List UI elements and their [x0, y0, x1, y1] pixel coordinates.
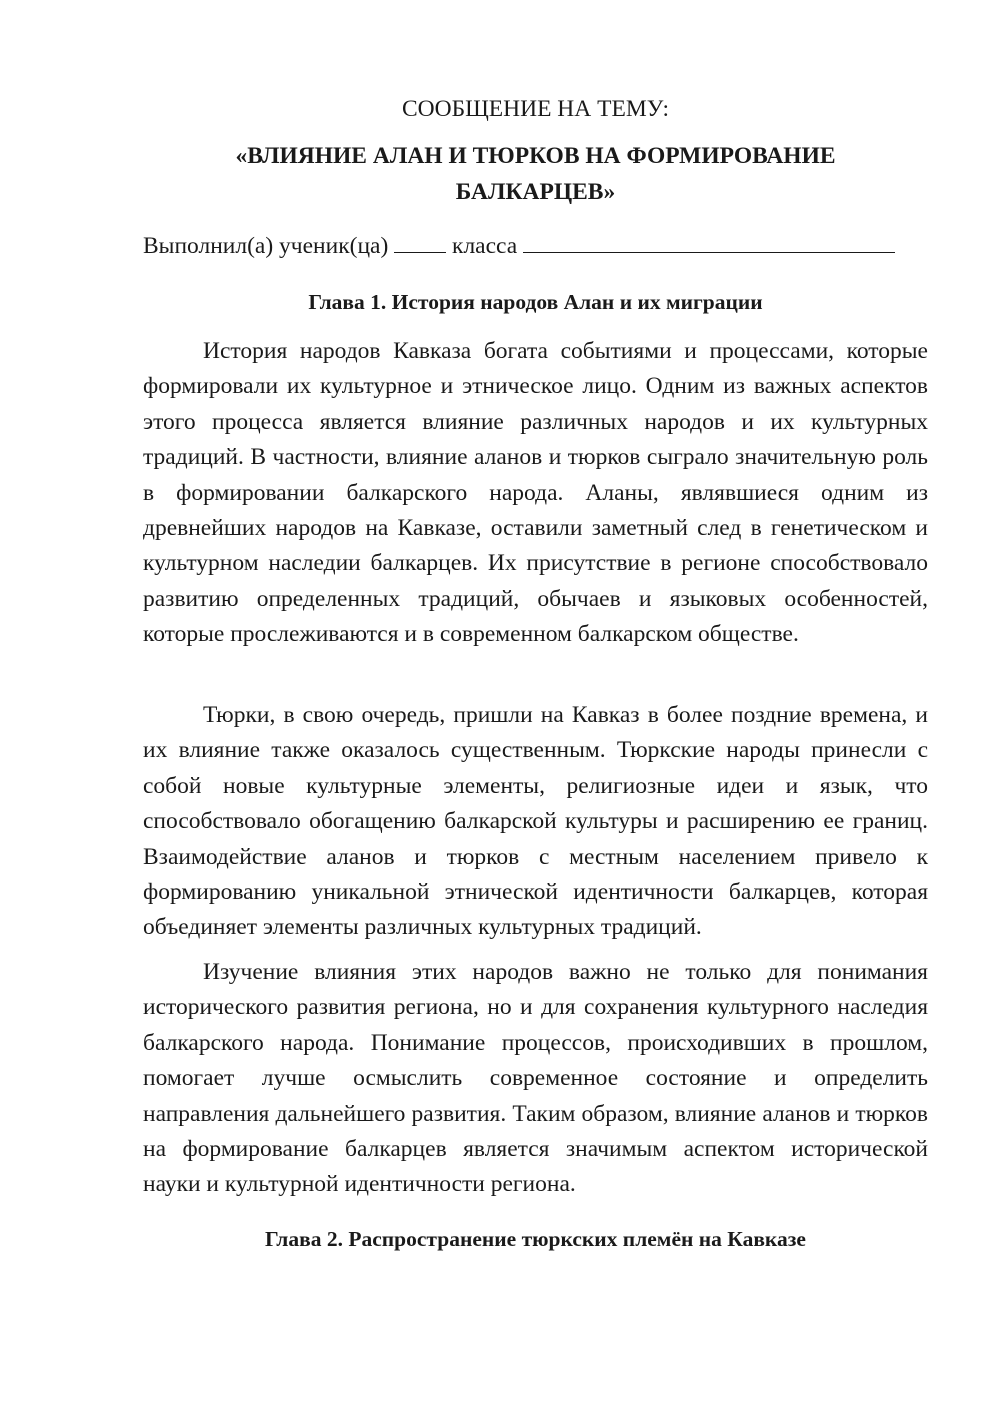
document-type-heading: СООБЩЕНИЕ НА ТЕМУ:	[401, 96, 670, 122]
chapter-1-paragraph-1: История народов Кавказа богата событиями и процессами, которые формировали их культурное и этническое лицо. Одним из важных аспектов этого процесса является влияние различных народов и их культурных традиций. В частности, влияние аланов и тюрков сыграло значительную роль в формировании балкарского народа. Аланы, являвшиеся одним из древнейших народов на Кавказе, оставили заметный след в генетическом и культурном наследии балкарцев. Их присутствие в регионе способствовало развитию определенных традиций, обычаев и языковых особенностей, которые прослеживаются и в современном балкарском обществе.	[143, 338, 928, 648]
author-line	[143, 231, 928, 261]
chapter-1-paragraph-2: Тюрки, в свою очередь, пришли на Кавказ в более поздние времена, и их влияние также оказалось существенным. Тюркские народы принесли с собой новые культурные элементы, религиозные идеи и язык, что способствовало обогащению балкарской культуры и расширению ее границ. Взаимодействие аланов и тюрков с местным населением привело к формированию уникальной этнической идентичности балкарцев, которая объединяет элементы различных культурных традиций.	[143, 702, 928, 941]
chapter-1-paragraph-3: Изучение влияния этих народов важно не только для понимания исторического развития региона, но и для сохранения культурного наследия балкарского народа. Понимание процессов, происходивших в прошлом, помогает лучше осмыслить современное состояние и определить направления дальнейшего развития. Таким образом, влияние аланов и тюрков на формирование балкарцев является значимым аспектом исторической науки и культурной идентичности региона.	[143, 959, 928, 1198]
chapter-1-heading: Глава 1. История народов Алан и их миграции	[308, 290, 763, 314]
chapter-2-heading: Глава 2. Распространение тюркских племён на Кавказе	[265, 1227, 806, 1251]
class-label: класса	[452, 233, 518, 259]
author-label: Выполнил(а) ученик(ца)	[143, 233, 389, 259]
document-title-line-1: «ВЛИЯНИЕ АЛАН И ТЮРКОВ НА ФОРМИРОВАНИЕ	[235, 143, 836, 169]
class-number-blank	[394, 234, 446, 253]
class-name-blank	[523, 234, 895, 253]
document-title-line-2: БАЛКАРЦЕВ»	[455, 179, 616, 205]
